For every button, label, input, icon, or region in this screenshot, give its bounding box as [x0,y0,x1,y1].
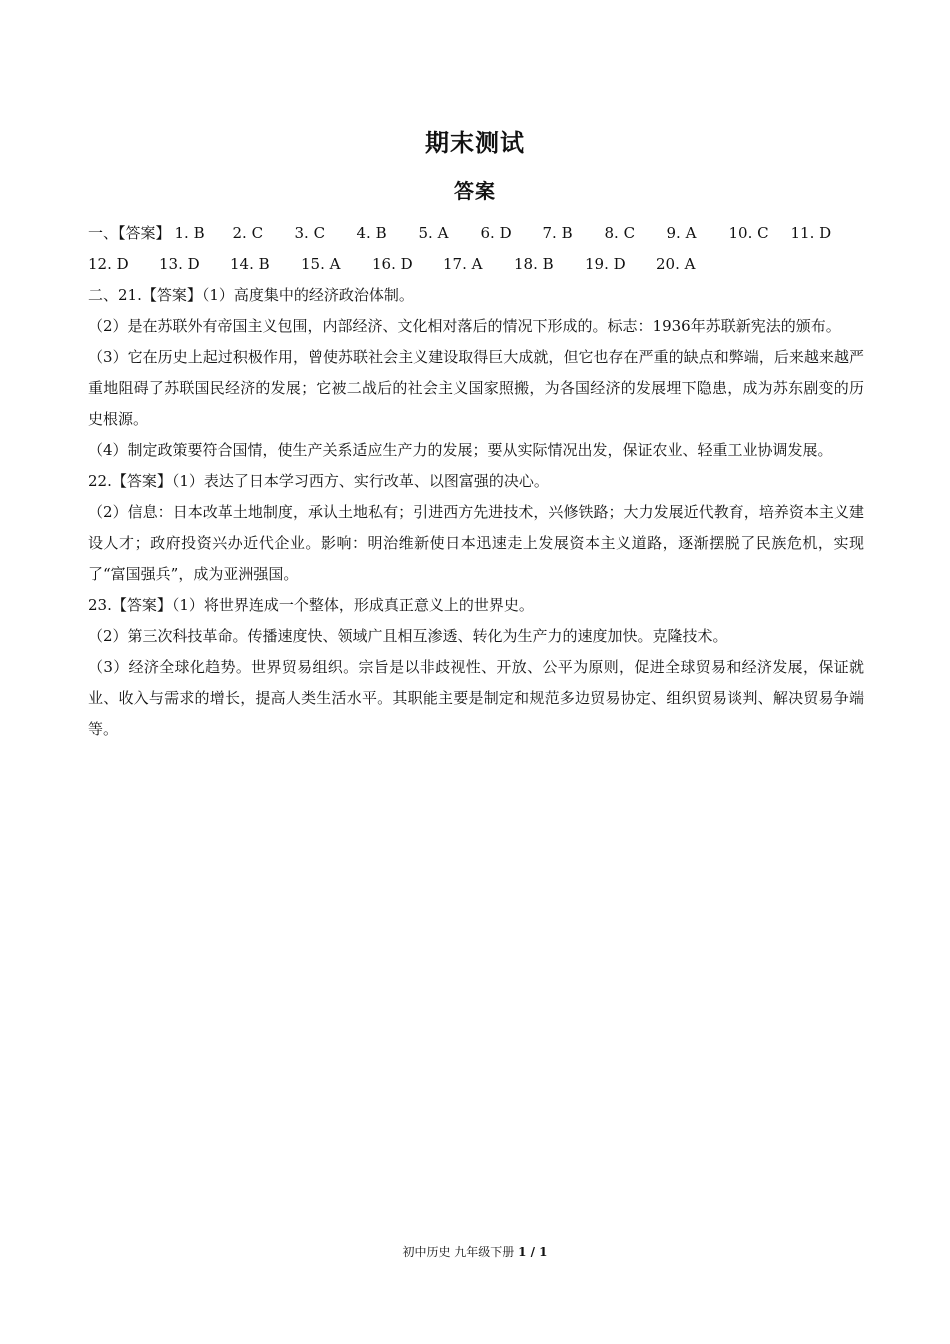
page-number: 1 / 1 [518,1245,548,1259]
answer-paragraph: （2）信息：日本改革土地制度，承认土地私有；引进西方先进技术，兴修铁路；大力发展近代教育，培养资本主义建设人才；政府投资兴办近代企业。影响：明治维新使日本迅速走上发展资本主义道路，逐渐摆脱了民族危机，实现了“富国强兵”，成为亚洲强国。 [88,503,864,583]
mc-answer: 9. A [666,224,697,242]
mc-answer: 6. D [480,224,512,242]
answer-paragraph: （2）第三次科技革命。传播速度快、领域广且相互渗透、转化为生产力的速度加快。克隆技术。 [88,627,728,645]
page-title: 期末测试 [425,129,525,157]
mc-answer: 13. D [159,255,200,273]
answer-paragraph: 二、21.【答案】（1）高度集中的经济政治体制。 [88,286,414,304]
mc-answer: 20. A [656,255,696,273]
mc-answer: 19. D [585,255,626,273]
mc-answer: 2. C [232,224,264,242]
mc-answer: 15. A [301,255,341,273]
page-footer [0,1243,950,1260]
section-1-label: 一、【答案】 [88,224,171,242]
mc-answer: 3. C [294,224,326,242]
mc-answer: 12. D [88,255,129,273]
mc-answer: 11. D [790,224,832,242]
answer-paragraph: 23.【答案】（1）将世界连成一个整体，形成真正意义上的世界史。 [88,596,534,614]
answer-content [88,218,864,745]
footer-text: 初中历史 九年级下册 [402,1245,519,1259]
mc-answer: 4. B [356,224,387,242]
mc-answers-row-1 [88,218,864,249]
mc-answer: 18. B [514,255,554,273]
answer-paragraph: 22.【答案】（1）表达了日本学习西方、实行改革、以图富强的决心。 [88,472,549,490]
mc-answer: 17. A [443,255,483,273]
mc-answer: 5. A [418,224,449,242]
mc-answer: 16. D [372,255,413,273]
mc-answer: 1. B [174,224,205,242]
mc-answers-row-2 [88,249,864,280]
page-subtitle: 答案 [454,179,496,203]
mc-answer: 7. B [542,224,573,242]
answer-paragraph: （4）制定政策要符合国情，使生产关系适应生产力的发展；要从实际情况出发，保证农业、轻重工业协调发展。 [88,441,833,459]
mc-answer: 14. B [230,255,270,273]
answer-paragraph: （3）它在历史上起过积极作用，曾使苏联社会主义建设取得巨大成就，但它也存在严重的缺点和弊端，后来越来越严重地阻碍了苏联国民经济的发展；它被二战后的社会主义国家照搬，为各国经济的发展埋下隐患，成为苏东剧变的历史根源。 [88,348,864,428]
answer-paragraph: （3）经济全球化趋势。世界贸易组织。宗旨是以非歧视性、开放、公平为原则，促进全球贸易和经济发展，保证就业、收入与需求的增长，提高人类生活水平。其职能主要是制定和规范多边贸易协定、组织贸易谈判、解决贸易争端等。 [88,658,864,738]
mc-answer: 8. C [604,224,636,242]
answer-paragraph: （2）是在苏联外有帝国主义包围，内部经济、文化相对落后的情况下形成的。标志：1936年苏联新宪法的颁布。 [88,317,841,335]
mc-answer: 10. C [728,224,769,242]
